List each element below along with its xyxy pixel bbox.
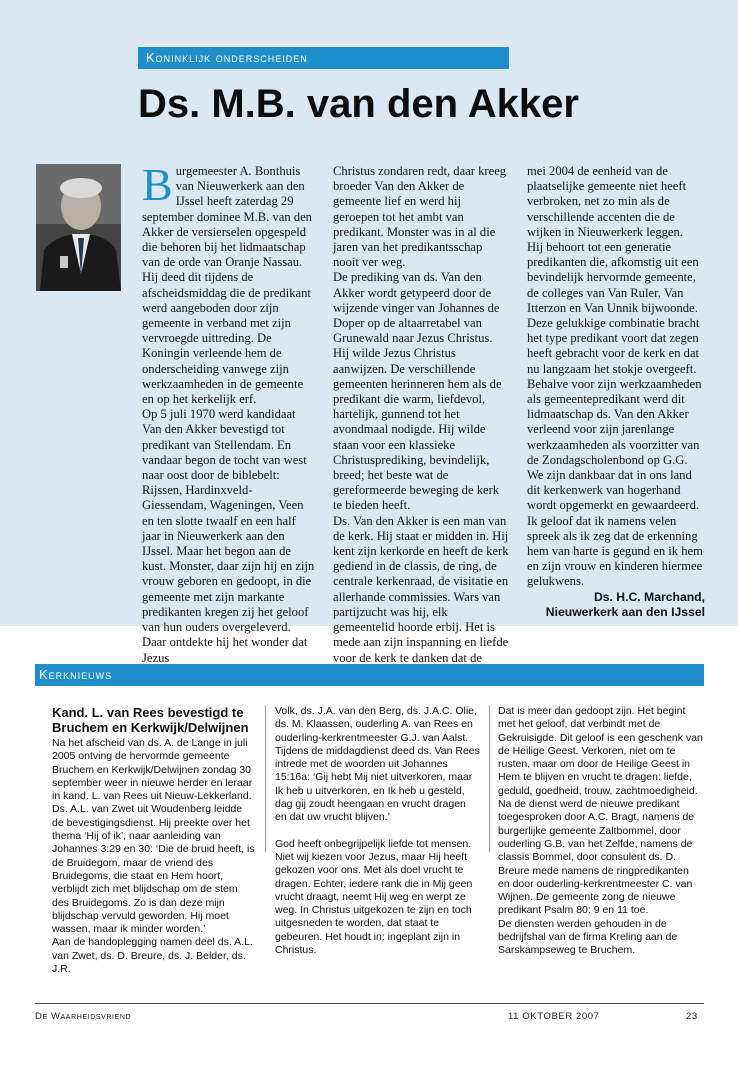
kerknieuws-paragraph: Na de dienst werd de nieuwe predikant toegesproken door A.C. Bragt, namens de burgerlijke gemeente Zaltbommel, door ouderling G.B. van het Zelfde, namens de classis Bommel, door consulent ds. D. Breure mede namens de ringpredikanten en door ouderling-kerkrentmeester C. van Wijnen. De gemeente zong de nieuwe predikant Psalm 80: 9 en 11 toe. xyxy=(498,798,695,917)
article-headline: Ds. M.B. van den Akker xyxy=(138,82,579,126)
kerknieuws-column-2 xyxy=(275,705,480,957)
article-paragraph: mei 2004 de eenheid van de plaatselijke gemeente niet heeft verbroken, net zo min als de verschillende accenten die de wijken in Nieuwerkerk leggen. xyxy=(527,164,687,239)
kerknieuws-paragraph: Volk, ds. J.A. van den Berg, ds. J.A.C. Olie, ds. M. Klaassen, ouderling A. van Rees en ouderling-kerkrentmeester G.J. van Aalst. xyxy=(275,705,477,744)
article-paragraph: We zijn dankbaar dat in ons land dit kerkenwerk van hogerhand wordt opgemerkt en gewaardeerd. Ik geloof dat ik namens velen spreek als ik zeg dat de erkenning hem van harte is gegund en ik hem en zijn vrouw en kinderen hiermee gelukwens. xyxy=(527,468,703,589)
kerknieuws-paragraph: De diensten werden gehouden in de bedrijfshal van de firma Kreling aan de Sarskampseweg te Bruchem. xyxy=(498,917,678,957)
article-paragraph: Christus zondaren redt, daar kreeg broeder Van den Akker de gemeente lief en werd hij geroepen tot het ambt van predikant. Monster was in al die jaren van het predikantsschap nooit ver weg. xyxy=(333,164,507,270)
article-paragraph: Hij behoort tot een generatie predikanten die, afkomstig uit een bevindelijk hervormde gemeente, de colleges van Van Ruler, Van Itterzon en Van Unnik bijwoonde. Deze gelukkige combinatie bracht het type predikant voort dat zegen heeft gebracht voor de kerk en dat nu langzaam het stokje overgeeft. xyxy=(527,240,700,376)
footer-rule xyxy=(35,1003,704,1004)
dropcap-letter: B xyxy=(142,159,173,210)
signature-name: Ds. H.C. Marchand, xyxy=(593,589,705,604)
page-number: 23 xyxy=(686,1011,698,1022)
footer-publication: De Waarheidsvriend xyxy=(35,1011,132,1022)
kerknieuws-paragraph: Aan de handoplegging namen deel ds. A.L. van Zwet, ds. D. Breure, ds. J. Belder, ds. J.R. xyxy=(52,936,253,976)
kerknieuws-paragraph: Tijdens de middagdienst deed ds. Van Rees intrede met de woorden uit Johannes 15:16a: ‘Gij hebt Mij niet uitverkoren, maar Ik heb u uitverkoren, en Ik heb u gesteld, dag gij zoudt heengaan en vrucht dragen en dat uw vrucht blijven.’ xyxy=(275,744,480,824)
article-paragraph: Op 5 juli 1970 werd kandidaat Van den Akker bevestigd tot predikant van Stellendam. En vandaar begon de tocht van west naar oost door de biblebelt: Rijssen, Hardinxveld-Giessendam, Wageningen, Veen en ten slotte twaalf en een half jaar in Nieuwerkerk aan den IJssel. Maar het begon aan de kust. Monster, daar zijn hij en zijn vrouw geboren en gedoopt, in die gemeente met zijn markante predikanten kregen zij het geloof van hun ouders overgeleverd. Daar ontdekte hij het wonder dat Jezus xyxy=(142,407,315,665)
kerknieuws-column-1 xyxy=(52,705,255,976)
article-column-3 xyxy=(527,164,705,620)
signature-place: Nieuwerkerk aan den IJssel xyxy=(545,604,705,619)
article-paragraph: De prediking van ds. Van den Akker wordt getypeerd door de wijzende vinger van Johannes de Doper op de altaarretabel van Grunewald naar Jezus Christus. Hij wilde Jezus Christus aanwijzen. De verschillende gemeenten herinneren hem als de predikant die warm, liefdevol, hartelijk, gunnend tot het avondmaal nodigde. Hij wilde staan voor een klassieke Christusprediking, bevindelijk, breed; het beste wat de gereformeerde beweging de kerk te bieden heeft. xyxy=(333,270,502,513)
section-label-koninklijk: Koninklijk onderscheiden xyxy=(138,47,509,69)
article-paragraph: Behalve voor zijn werkzaamheden als gemeentepredikant werd dit lidmaatschap ds. Van den Akker verleend voor zijn jarenlange werkzaamheden als voorzitter van de Zondagscholenbond op G.G. xyxy=(527,376,702,467)
footer-date: 11 OKTOBER 2007 xyxy=(508,1011,600,1022)
kerknieuws-paragraph: Na het afscheid van ds. A. de Lange in juli 2005 ontving de hervormde gemeente Bruchem en Kerkwijk/Delwijnen zondag 30 september weer in nieuwe herder en leraar in kand. L. van Rees uit Nieuw-Lekkerland. xyxy=(52,737,253,803)
kerknieuws-column-3 xyxy=(498,705,703,958)
article-paragraph: urgemeester A. Bonthuis van Nieuwerkerk aan den IJssel heeft zaterdag 29 september dominee M.B. van den Akker de versierselen opgespeld die behoren bij het lidmaatschap van de orde van Oranje Nassau. Hij deed dit tijdens de afscheidsmiddag die de predikant werd aangeboden door zijn gemeente in verband met zijn vervroegde uittreding. De Koningin verleende hem de onderscheiding vanwege zijn werkzaamheden in de gemeente en op het kerkelijk erf. xyxy=(142,164,312,407)
kerknieuws-title: Kand. L. van Rees bevestigd te Bruchem en Kerkwijk/Delwijnen xyxy=(52,705,249,735)
kerknieuws-paragraph: Ds. A.L. van Zwet uit Woudenberg leidde de bevestigingsdienst. Hij preekte over het thema ‘Hij of ik’, naar aanleiding van Johannes 3:29 en 30: ‘Die de bruid heeft, is de Bruidegom, maar de vriend des Bruidegoms, die staat en Hem hoort, verblijdt zich met blijdschap om de stem des Bruidegoms. Zo is dan deze mijn blijdschap vervuld geworden. Hij moet wassen, maar ik minder worden.’ xyxy=(52,803,255,936)
portrait-photo xyxy=(36,164,121,291)
column-divider xyxy=(489,705,490,852)
kerknieuws-paragraph: God heeft onbegrijpelijk liefde tot mensen. Niet wij kiezen voor Jezus, maar Hij heeft gekozen voor ons. Met als doel vrucht te dragen. Echter, iedere rank die in Mij geen vrucht draagt, neemt Hij weg en werpt ze weg. In Christus uitgekozen te zijn en toch uitgesneden te worden, dat staat te gebeuren. Het houdt in: ingeplant zijn in Christus. xyxy=(275,837,473,957)
article-column-2 xyxy=(333,164,509,681)
paragraph-gap xyxy=(275,825,480,838)
kerknieuws-paragraph: Dat is meer dan gedoopt zijn. Het begint met het geloof, dat verbindt met de Gekruisigde. Dit geloof is een geschenk van de Heilige Geest. Verkoren, niet om te rusten, maar om door de Heilige Geest in Hem te blijven en vrucht te dragen: liefde, geduld, goedheid, trouw, zachtmoedigheid. xyxy=(498,705,703,797)
column-divider xyxy=(265,705,266,852)
portrait-illustration xyxy=(36,164,121,291)
article-column-1 xyxy=(142,159,317,666)
section-label-kerknieuws: Kerknieuws xyxy=(35,664,704,686)
article-paragraph: Ds. Van den Akker is een man van de kerk. Hij staat er midden in. Hij kent zijn kerkorde en heeft de kerk gediend in de classis, de ring, de centrale kerkenraad, de visitatie en allerhande commissies. Wars van partijzucht was hij, elk gemeentelid hoorde erbij. Het is mede aan zijn inspanning en liefde voor de kerk te danken dat de xyxy=(333,513,509,665)
